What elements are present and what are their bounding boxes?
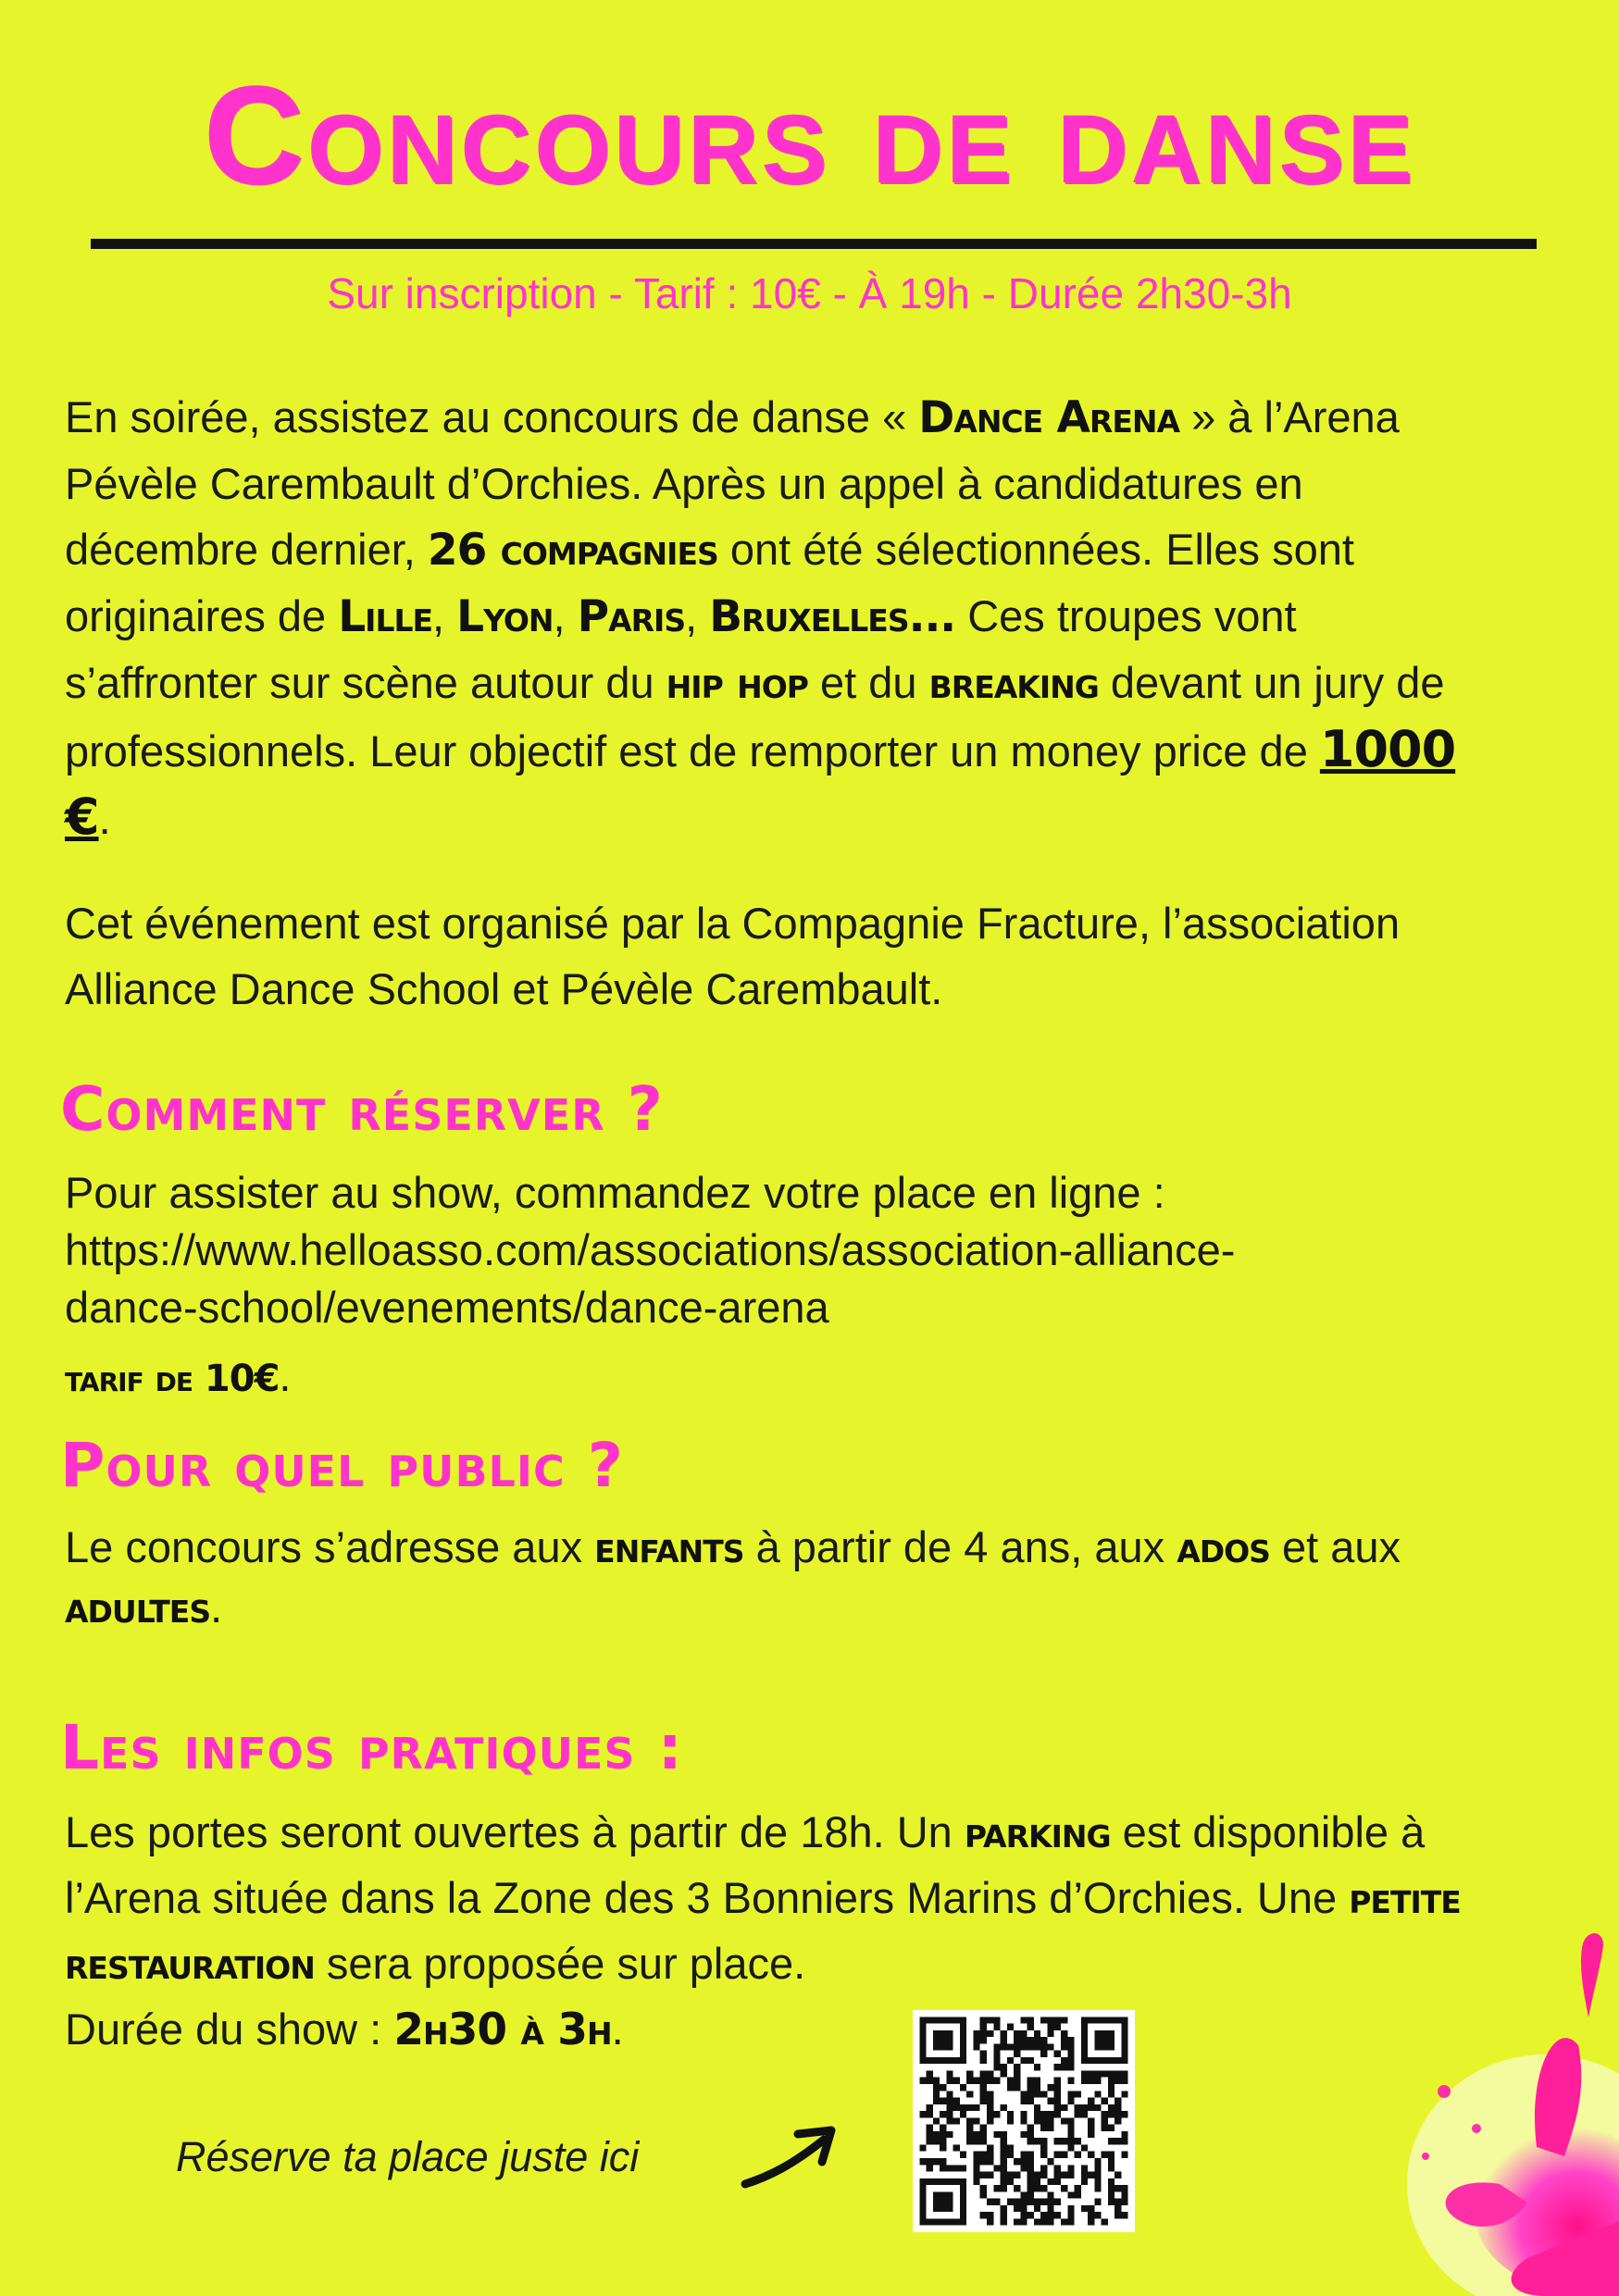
practical-text: Durée du show :: [65, 2004, 394, 2054]
city-bruxelles: Bruxelles...: [709, 591, 956, 642]
audience-text: à partir de 4 ans, aux: [743, 1522, 1177, 1571]
paint-splash-icon: [1389, 1906, 1619, 2296]
intro-text: En soirée, assistez au concours de danse «: [65, 392, 919, 441]
booking-heading: Comment réserver ?: [60, 1074, 664, 1145]
intro-text: Ces troupes vont s’affronter sur scène autour du: [65, 591, 1297, 707]
audience-kids: enfants: [594, 1522, 744, 1573]
show-duration: 2h30 à 3h: [393, 2004, 612, 2055]
intro-paragraph: [65, 384, 1490, 851]
punctuation: .: [210, 1582, 223, 1632]
practical-text: Les portes seront ouvertes à partir de 18h. Un: [65, 1807, 965, 1856]
event-name: Dance Arena: [918, 392, 1180, 443]
event-summary: Sur inscription - Tarif : 10€ - À 19h - Durée 2h30-3h: [327, 269, 1292, 317]
companies-count: 26 compagnies: [427, 525, 718, 576]
practical-heading: Les infos pratiques :: [60, 1712, 683, 1783]
reserve-caption: Réserve ta place juste ici: [176, 2133, 640, 2180]
intro-text: .: [98, 794, 111, 843]
practical-text: est disponible à l’Arena située dans la Zone des 3 Bonniers Marins d’Orchies. Une: [65, 1807, 1426, 1922]
separator: ,: [553, 591, 578, 640]
intro-text: devant un jury de professionnels. Leur objectif est de remporter un money price de: [65, 658, 1445, 776]
booking-url[interactable]: dance-school/evenements/dance-arena: [65, 1283, 829, 1332]
city-lille: Lille: [338, 591, 433, 642]
separator: ,: [685, 591, 710, 640]
parking: parking: [964, 1807, 1111, 1858]
food-service: petite restauration: [65, 1873, 1461, 1990]
intro-text: » à l’Arena Pévèle Carembault d’Orchies. Après un appel à candidatures en décembre dernier,: [65, 392, 1400, 574]
practical-paragraph: [65, 1800, 1490, 2063]
qr-code-icon[interactable]: [913, 2010, 1135, 2232]
booking-url[interactable]: https://www.helloasso.com/associations/association-alliance-: [65, 1225, 1236, 1274]
booking-text: Pour assister au show, commandez votre place en ligne :: [65, 1168, 1165, 1217]
prize-amount: 1000 €: [65, 720, 1456, 846]
separator: ,: [432, 591, 457, 640]
audience-paragraph: [65, 1518, 1490, 1638]
page-title: Concours de danse: [203, 56, 1416, 212]
booking-paragraph: [65, 1164, 1490, 1408]
intro-text: et du: [807, 658, 929, 707]
punctuation: .: [279, 1351, 292, 1400]
booking-price: tarif de 10€: [65, 1358, 280, 1400]
city-paris: Paris: [577, 591, 686, 642]
city-lyon: Lyon: [456, 591, 554, 642]
audience-heading: Pour quel public ?: [60, 1430, 624, 1501]
audience-adults: adultes: [65, 1582, 211, 1633]
audience-text: et aux: [1269, 1522, 1401, 1571]
audience-teens: ados: [1177, 1522, 1270, 1573]
audience-text: Le concours s’adresse aux: [65, 1522, 595, 1571]
style-breaking: breaking: [928, 658, 1099, 709]
arrow-icon: [741, 2119, 842, 2193]
intro-text: ont été sélectionnées. Elles sont originaires de: [65, 525, 1354, 640]
style-hip-hop: hip hop: [666, 658, 808, 709]
title-underline: [91, 239, 1537, 249]
punctuation: .: [611, 2004, 624, 2054]
organizers-paragraph: Cet événement est organisé par la Compagnie Fracture, l’association Alliance Dance School et Pévèle Carembault.: [65, 899, 1401, 1013]
practical-text: sera proposée sur place.: [314, 1939, 806, 1988]
